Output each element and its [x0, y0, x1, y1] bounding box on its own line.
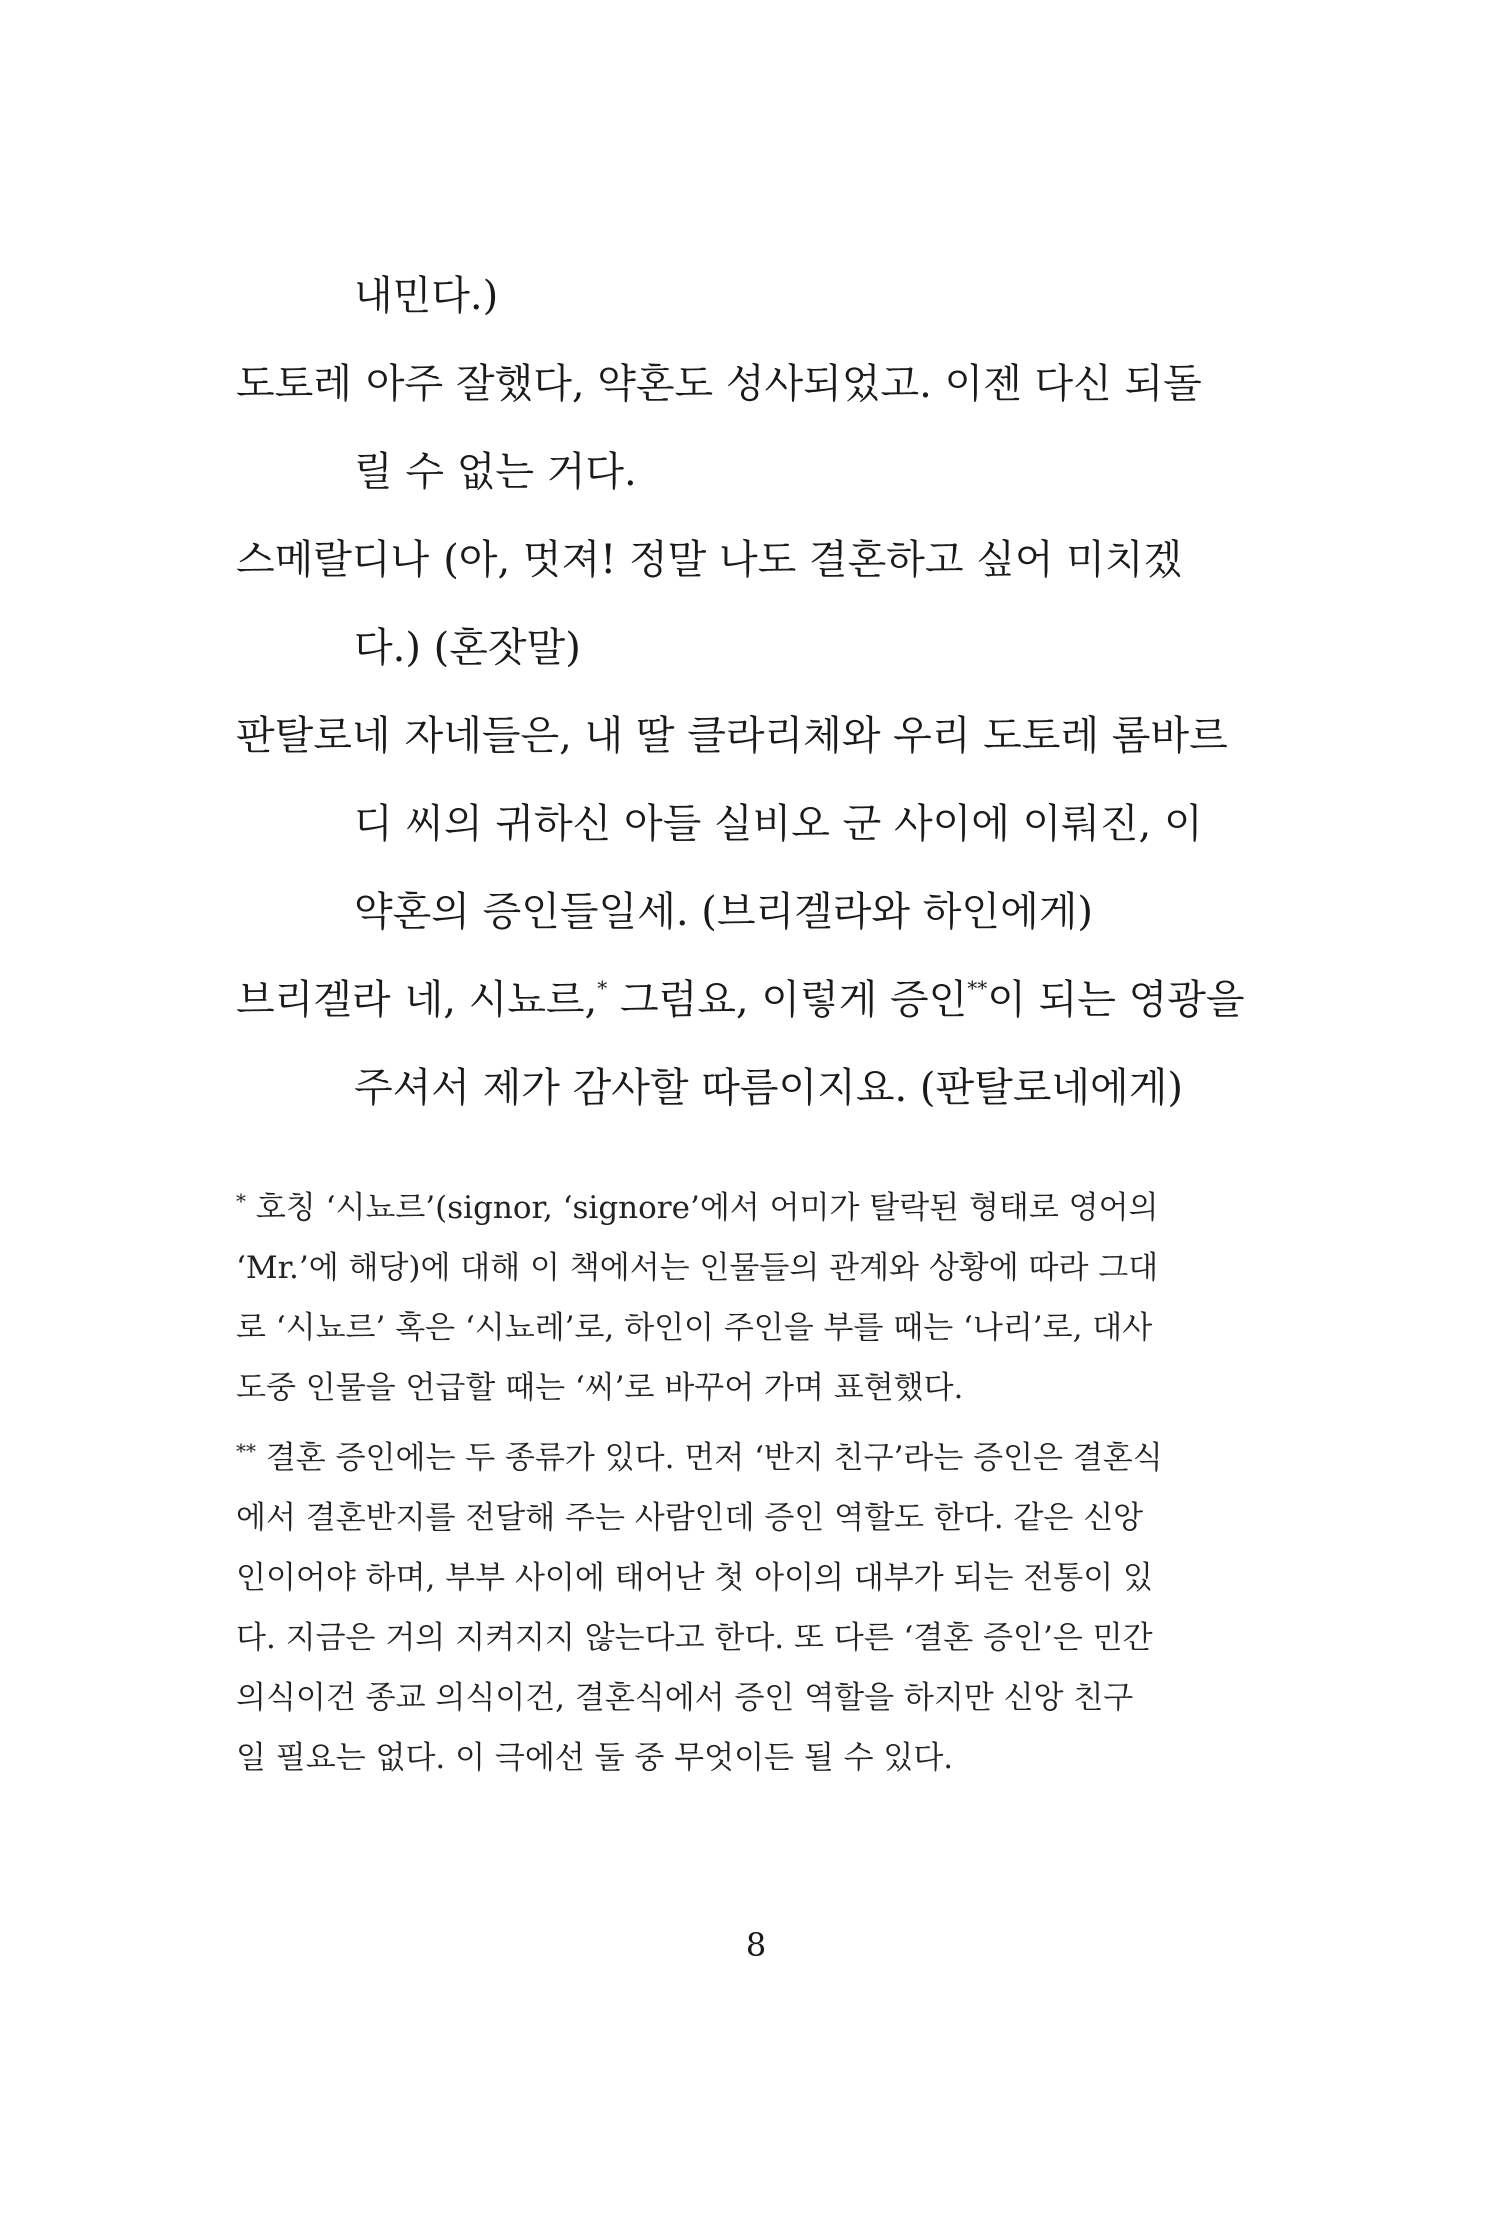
footnote-line — [236, 1178, 1171, 1238]
footnote-line: 의식이건 종교 의식이건, 결혼식에서 증인 역할을 하지만 신앙 친구 — [236, 1680, 1134, 1716]
speech-text: 아주 잘했다, 약혼도 성사되었고. 이젠 다신 되돌 — [365, 361, 1202, 407]
footnote-line: 에서 결혼반지를 전달해 주는 사람인데 증인 역할도 한다. 같은 신앙 — [236, 1500, 1144, 1536]
footnote-line: 로 ‘시뇨르’ 혹은 ‘시뇨레’로, 하인이 주인을 부를 때는 ‘나리’로, 대사 — [236, 1310, 1153, 1346]
speech-continuation: 주셔서 제가 감사할 따름이지요. (판탈로네에게) — [354, 1065, 1183, 1111]
speech-text: 그럼요, 이렇게 증인 — [607, 977, 968, 1023]
footnote-line: 일 필요는 없다. 이 극에선 둘 중 무엇이든 될 수 있다. — [236, 1740, 954, 1776]
speaker-name: 스메랄디나 — [236, 537, 430, 583]
speech-text: 자네들은, 내 딸 클라리체와 우리 도토레 롬바르 — [404, 713, 1228, 759]
footnote-2 — [236, 1428, 1171, 1788]
footnote-text: 결혼 증인에는 두 종류가 있다. 먼저 ‘반지 친구’라는 증인은 결혼식 — [256, 1440, 1163, 1476]
speaker-name: 판탈로네 — [236, 713, 391, 759]
footnotes — [236, 1178, 1171, 1788]
speech-continuation: 약혼의 증인들일세. (브리겔라와 하인에게) — [354, 889, 1093, 935]
footnote-line: 인이어야 하며, 부부 사이에 태어난 첫 아이의 대부가 되는 전통이 있 — [236, 1560, 1153, 1596]
footnote-mark: * — [236, 1189, 246, 1213]
speech-text: 이 되는 영광을 — [987, 977, 1245, 1023]
footnote-ref-1[interactable]: * — [597, 976, 608, 1000]
speech-continuation: 디 씨의 귀하신 아들 실비오 군 사이에 이뤄진, 이 — [354, 801, 1203, 847]
footnote-text: 호칭 ‘시뇨르’(signor, ‘signore’에서 어미가 탈락된 형태로 영어의 — [246, 1190, 1159, 1226]
speaker-name: 브리겔라 — [236, 977, 391, 1023]
footnote-line — [236, 1428, 1171, 1488]
footnote-line: 다. 지금은 거의 지켜지지 않는다고 한다. 또 다른 ‘결혼 증인’은 민간 — [236, 1620, 1153, 1656]
footnote-1 — [236, 1178, 1171, 1418]
play-dialogue — [236, 252, 1245, 1132]
speaker-name: 도토레 — [236, 361, 352, 407]
speech-continuation: 릴 수 없는 거다. — [354, 449, 637, 495]
footnote-line: ‘Mr.’에 해당)에 대해 이 책에서는 인물들의 관계와 상황에 따라 그대 — [236, 1250, 1159, 1286]
footnote-ref-2[interactable]: ** — [967, 976, 988, 1000]
dialogue-line-pantalone — [236, 692, 1228, 780]
speech-text: (아, 멋져! 정말 나도 결혼하고 싶어 미치겠 — [443, 537, 1183, 583]
speech-continuation: 다.) (혼잣말) — [354, 625, 581, 671]
stage-direction-line: 내민다.) — [354, 273, 499, 319]
footnote-mark: ** — [236, 1439, 256, 1463]
page-number: 8 — [745, 1926, 767, 1964]
dialogue-line-brighella — [236, 956, 1245, 1044]
footnote-line: 도중 인물을 언급할 때는 ‘씨’로 바꾸어 가며 표현했다. — [236, 1370, 964, 1406]
speech-text: 네, 시뇨르, — [404, 977, 598, 1023]
dialogue-line-dottore — [236, 340, 1202, 428]
dialogue-line-smeraldina — [236, 516, 1183, 604]
